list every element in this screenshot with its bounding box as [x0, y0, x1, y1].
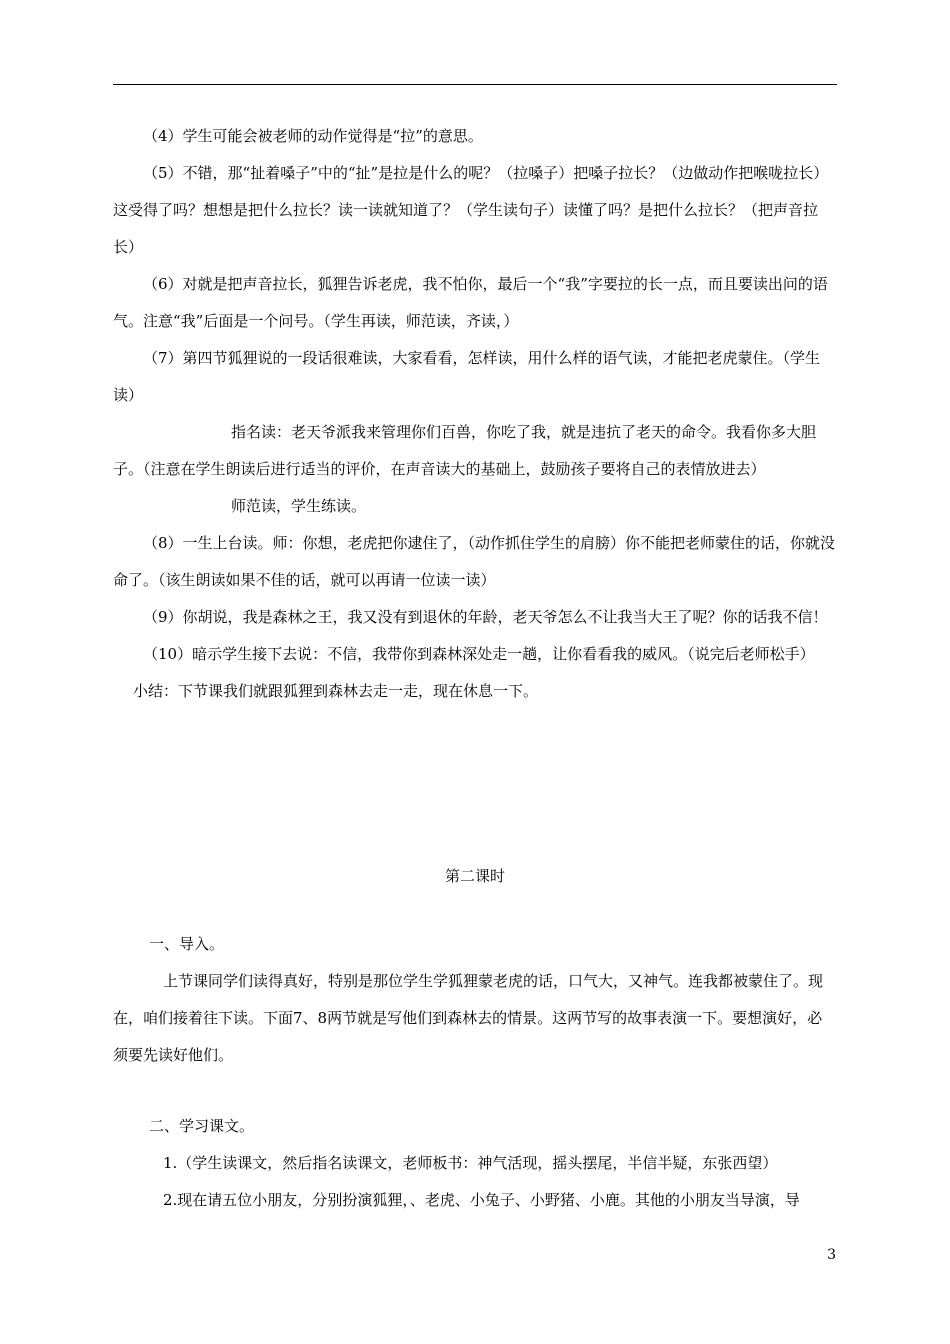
- paragraph-summary: 小结：下节课我们就跟狐狸到森林去走一走，现在休息一下。: [133, 682, 539, 700]
- lesson-steps: [113, 118, 837, 710]
- paragraph-step-7: （7）第四节狐狸说的一段话很难读，大家看看，怎样读，用什么样的语气读，才能把老虎蒙住。（学生读）: [113, 349, 821, 404]
- part-two: [113, 1108, 837, 1219]
- paragraph-step-9: （9）你胡说，我是森林之王，我又没有到退休的年龄，老天爷怎么不让我当大王了呢？你的话我不信！: [143, 608, 828, 626]
- paragraph-step-6: （6）对就是把声音拉长，狐狸告诉老虎，我不怕你，最后一个“我”字要拉的长一点，而且要读出问的语气。注意“我”后面是一个问号。（学生再读，师范读，齐读，）: [113, 275, 828, 330]
- part-two-item-2: 2.现在请五位小朋友，分别扮演狐狸，、老虎、小兔子、小野猪、小鹿。其他的小朋友当导演，导: [163, 1191, 800, 1209]
- paragraph-named-reading: 指名读：老天爷派我来管理你们百兽，你吃了我，就是违抗了老天的命令。我看你多大胆子。（注意在学生朗读后进行适当的评价，在声音读大的基础上，鼓励孩子要将自己的表情放进去）: [113, 423, 817, 478]
- part-one-heading: 一、导入。: [149, 935, 225, 953]
- part-two-item-1: 1.（学生读课文，然后指名读课文，老师板书：神气活现，摇头摆尾，半信半疑，东张西望）: [163, 1154, 778, 1172]
- paragraph-step-4: （4）学生可能会被老师的动作觉得是“拉”的意思。: [143, 127, 483, 145]
- paragraph-step-8: （8）一生上台读。师：你想，老虎把你逮住了，（动作抓住学生的肩膀）你不能把老师蒙住的话，你就没命了。（该生朗读如果不佳的话，就可以再请一位读一读）: [113, 534, 836, 589]
- section-title: 第二课时: [444, 867, 505, 885]
- page-number: 3: [827, 1247, 836, 1263]
- part-two-heading: 二、学习课文。: [149, 1117, 255, 1135]
- part-one-body: 上节课同学们读得真好，特别是那位学生学狐狸蒙老虎的话，口气大，又神气。连我都被蒙住了。现在，咱们接着往下读。下面7、8两节就是写他们到森林去的情景。这两节写的故事表演一下。要想演好，必须要先读好他们。: [113, 972, 824, 1064]
- paragraph-step-10: （10）暗示学生接下去说：不信，我带你到森林深处走一趟，让你看看我的威风。（说完后老师松手）: [143, 645, 815, 663]
- paragraph-teacher-demo: 师范读，学生练读。: [231, 497, 367, 515]
- paragraph-step-5: （5）不错，那“扯着嗓子”中的“扯”是拉是什么的呢？（拉嗓子）把嗓子拉长？（边做动作把喉咙拉长）这受得了吗？想想是把什么拉长？读一读就知道了？（学生读句子）读懂了吗？是把什么拉长？（把声音拉长）: [113, 164, 829, 256]
- part-one: [113, 926, 837, 1074]
- header-rule: [113, 84, 837, 85]
